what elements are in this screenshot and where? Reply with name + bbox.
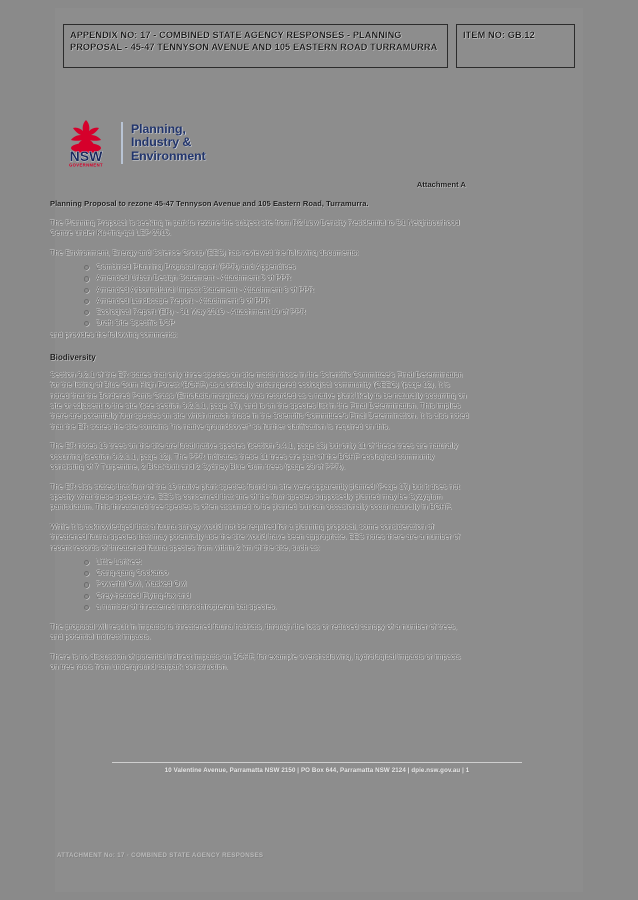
section-heading-biodiversity: Biodiversity bbox=[50, 352, 96, 362]
footer-address: 10 Valentine Avenue, Parramatta NSW 2150 | PO Box 644, Parramatta NSW 2124 | dpie.nsw.gov.au | 1 bbox=[164, 767, 470, 774]
list-item: Grey-headed Flying-fox and bbox=[96, 590, 470, 601]
intro-paragraph: The Planning Proposal is seeking in part to rezone the subject site from R2 Low Density Residential to B1 Neighbourhood Centre under Ku-ring-gai LEP 2015. bbox=[50, 218, 460, 238]
svg-text:NSW: NSW bbox=[69, 148, 103, 164]
list-item: Combined Planning Proposal report (PPR) and Appendices bbox=[96, 261, 470, 272]
logo-divider bbox=[121, 122, 123, 164]
closing-paragraph-2: There is no discussion of potential indirect impacts on BGHF, for example overshadowing, hydrological impacts or impacts on tree roots from underground carpark construction. bbox=[50, 651, 461, 672]
reviewed-documents-list bbox=[50, 261, 470, 328]
biodiversity-paragraph-2: The ER notes 19 trees on the site are local native species (section 3.4.1, page 18) but only 11 of these trees are naturally occurring (section 3.2.1.1, page 12). The PPR indicates these 11 trees are part of the BGHF ecological community consisting of 7 Turpentine, 2 Blackbutt and 2 Sydney Blue Gum trees (page 28 of PPR). bbox=[50, 441, 458, 472]
list-item: Amended Arboricultural Impact Statement - Attachment 8 of PPR bbox=[96, 284, 470, 295]
biodiversity-paragraph-4: While it is acknowledged that a fauna survey would not be required for a planning proposal, some consideration of threatened fauna species that may potentially use the site would have been appropriate. EES notes there are a number of recent records of threatened fauna species from within 2 km of the site, such as: bbox=[50, 521, 460, 552]
review-intro: The Environment, Energy and Science Group (EES) has reviewed the following documents: bbox=[50, 247, 359, 257]
item-no-box bbox=[456, 24, 575, 68]
list-item: Little Lorikeet bbox=[96, 556, 470, 567]
letter-title: Planning Proposal to rezone 45-47 Tennyson Avenue and 105 Eastern Road, Turramurra. bbox=[50, 199, 369, 208]
department-name: Planning, Industry & Environment bbox=[131, 121, 206, 163]
biodiversity-paragraph-1: Section 3.2.1 of the ER states that only three species on site match those in the Scientific Committee's Final Determination for the listing of Blue Gum High Forest (BGHF) as a critically endangered ecological community (CEEC) (page 12). It is noted that the Bordered Panic Grass (Entolasia marginata) was recorded as a native plant likely to be naturally occurring on site or adjacent to the site (see section 3.2.1.1, page 17), and is on the species list in the Final Determination. This implies there are potentially four species on site which match those in the Scientific Committee's Final Determination. It is also noted that the ER states the site contains "no native groundcover" so further clarification is required on this. bbox=[50, 369, 469, 431]
letter-body bbox=[50, 180, 470, 682]
closing-paragraph-1: The proposal will result in impacts to threatened fauna habitats, through the loss or reduced canopy of a number of trees, and potential indirect impacts. bbox=[50, 621, 458, 642]
nsw-government-logo bbox=[55, 118, 206, 168]
appendix-title-box bbox=[63, 24, 448, 68]
document-reference-code: ATTACHMENT No: 17 - COMBINED STATE AGENCY RESPONSES bbox=[57, 852, 264, 859]
review-outro: and provides the following comments: bbox=[50, 330, 178, 340]
item-no: ITEM NO: GB.12 bbox=[463, 30, 535, 40]
list-item: Powerful Owl, Masked Owl bbox=[96, 578, 470, 589]
list-item: Gang-gang Cockatoo bbox=[96, 567, 470, 578]
list-item: a number of threatened microchiropteran bat species. bbox=[96, 601, 470, 612]
footer-divider bbox=[112, 762, 522, 763]
attachment-label: Attachment A bbox=[416, 180, 466, 189]
nsw-waratah-logo-icon bbox=[55, 118, 117, 168]
list-item: Amended Urban Design Statement - Attachment 5 of PPR bbox=[96, 272, 470, 283]
list-item: Amended Landscape Report - Attachment 9 of PPR bbox=[96, 295, 470, 306]
biodiversity-paragraph-3: The ER also states that four of the 19 native plant species found on site were apparently planted (Page 17) but it does not specify what these species are. EES is concerned that one of the four species supposedly planted may be Syzygium paniculatum. This threatened tree species is often assumed to be planted but can occasionally occur naturally in BGHF. bbox=[50, 481, 460, 512]
fauna-species-list bbox=[50, 556, 470, 612]
list-item: Draft Site Specific DCP bbox=[96, 317, 470, 328]
page-header bbox=[63, 24, 575, 68]
appendix-title: APPENDIX NO: 17 - COMBINED STATE AGENCY RESPONSES - PLANNING PROPOSAL - 45-47 TENNYSON AVENUE AND 105 EASTERN ROAD TURRAMURRA bbox=[70, 30, 438, 53]
list-item: Ecological Report (ER) - 31 May 2019 - Attachment 10 of PPR bbox=[96, 306, 470, 317]
svg-text:GOVERNMENT: GOVERNMENT bbox=[68, 162, 104, 168]
